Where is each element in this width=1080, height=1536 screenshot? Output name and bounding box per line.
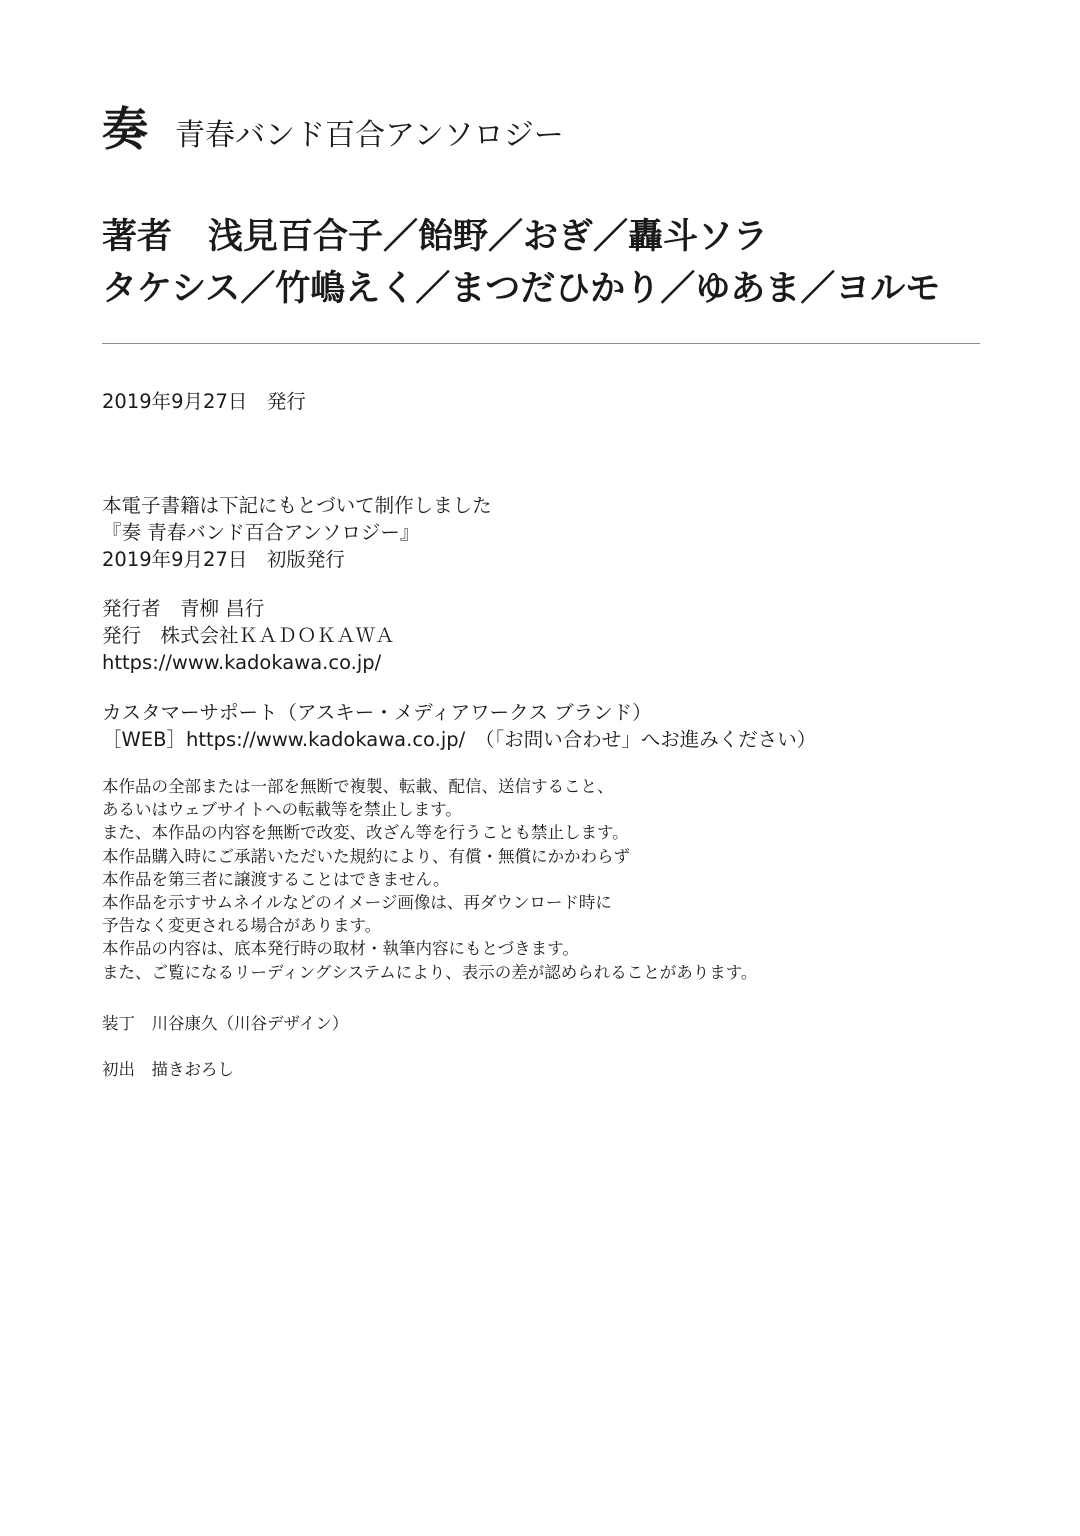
publisher-company: 発行 株式会社ＫＡＤＯＫＡＷＡ bbox=[102, 624, 395, 647]
authors-line-1 bbox=[102, 211, 982, 263]
publisher-person: 発行者 青柳 昌行 bbox=[102, 597, 265, 620]
notice-line: 本作品を示すサムネイルなどのイメージ画像は、再ダウンロード時に bbox=[102, 892, 612, 912]
source-note-line-2: 『奏 青春バンド百合アンソロジー』 bbox=[102, 521, 420, 544]
header-block bbox=[102, 100, 982, 315]
notice-line: また、ご覧になるリーディングシステムにより、表示の差が認められることがあります。 bbox=[102, 962, 758, 982]
first-appearance-block bbox=[102, 1058, 982, 1081]
publication-date-block bbox=[102, 388, 982, 415]
notice-line: 本作品を第三者に譲渡することはできません。 bbox=[102, 869, 450, 889]
notice-line: また、本作品の内容を無断で改変、改ざん等を行うことも禁止します。 bbox=[102, 823, 629, 843]
source-note-line-3: 2019年9月27日 初版発行 bbox=[102, 548, 345, 571]
source-note-line-1: 本電子書籍は下記にもとづいて制作しました bbox=[102, 494, 492, 517]
design-credit-block bbox=[102, 1012, 982, 1035]
publisher-url: https://www.kadokawa.co.jp/ bbox=[102, 651, 382, 674]
notices-block bbox=[102, 775, 982, 984]
first-appearance: 初出 描きおろし bbox=[102, 1060, 234, 1079]
authors-names-2: タケシス／竹嶋えく／まつだひかり／ゆあま／ヨルモ bbox=[102, 269, 941, 309]
support-line-2: ［WEB］https://www.kadokawa.co.jp/ （「お問い合わせ」へお進みください） bbox=[102, 728, 817, 751]
support-block bbox=[102, 699, 982, 753]
divider bbox=[102, 343, 980, 344]
source-note-block bbox=[102, 492, 982, 573]
support-line-1: カスタマーサポート（アスキー・メディアワークス ブランド） bbox=[102, 701, 652, 724]
title-main: 奏 bbox=[102, 102, 149, 156]
authors-names-1: 浅見百合子／飴野／おぎ／轟斗ソラ bbox=[208, 217, 769, 257]
design-credit: 装丁 川谷康久（川谷デザイン） bbox=[102, 1014, 349, 1033]
title-subtitle: 青春バンド百合アンソロジー bbox=[175, 118, 564, 153]
notice-line: 本作品の全部または一部を無断で複製、転載、配信、送信すること、 bbox=[102, 777, 614, 796]
authors-block bbox=[102, 211, 982, 315]
notice-line: 予告なく変更される場合があります。 bbox=[102, 916, 382, 936]
book-title bbox=[102, 100, 982, 170]
notice-line: あるいはウェブサイトへの転載等を禁止します。 bbox=[102, 800, 462, 820]
authors-line-2 bbox=[102, 263, 982, 315]
publisher-block bbox=[102, 595, 982, 676]
notice-line: 本作品購入時にご承諾いただいた規約により、有償・無償にかかわらず bbox=[102, 846, 630, 866]
publication-date: 2019年9月27日 発行 bbox=[102, 390, 306, 413]
authors-label: 著者 bbox=[102, 217, 173, 257]
notice-line: 本作品の内容は、底本発行時の取材・執筆内容にもとづきます。 bbox=[102, 939, 579, 959]
